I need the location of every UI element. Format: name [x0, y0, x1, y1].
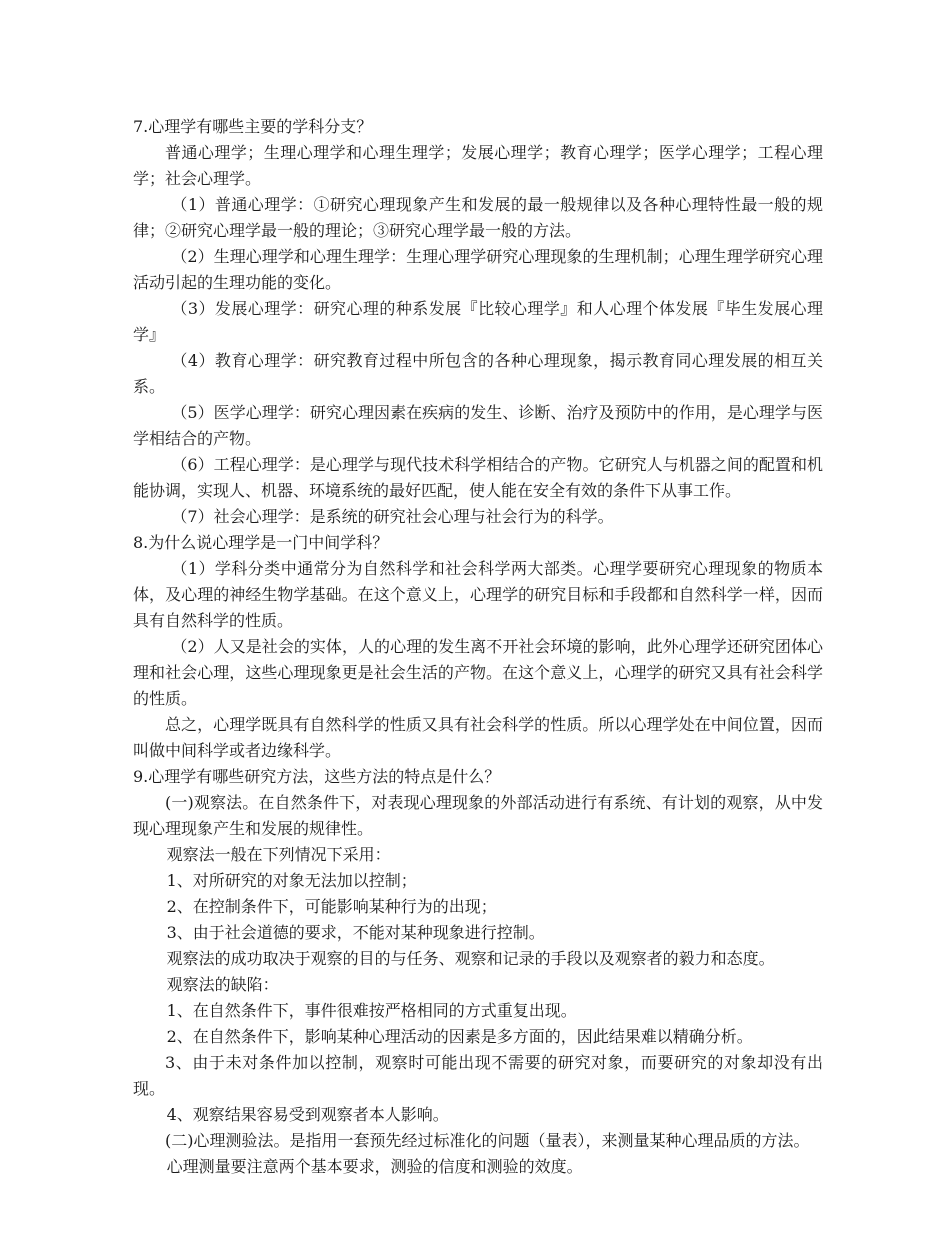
paragraph: （2）生理心理学和心理生理学：生理心理学研究心理现象的生理机制；心理生理学研究心理活动引起的生理功能的变化。: [133, 247, 823, 292]
paragraph: 观察法的成功取决于观察的目的与任务、观察和记录的手段以及观察者的毅力和态度。: [166, 949, 775, 968]
paragraph: 1、在自然条件下，事件很难按严格相同的方式重复出现。: [166, 1001, 577, 1020]
paragraph: （5）医学心理学：研究心理因素在疾病的发生、诊断、治疗及预防中的作用，是心理学与医学相结合的产物。: [133, 403, 823, 448]
paragraph: 2、在自然条件下，影响某种心理活动的因素是多方面的，因此结果难以精确分析。: [166, 1027, 753, 1046]
paragraph: 总之，心理学既具有自然科学的性质又具有社会科学的性质。所以心理学处在中间位置，因而叫做中间科学或者边缘科学。: [133, 715, 823, 760]
question-heading: 9.心理学有哪些研究方法，这些方法的特点是什么？: [133, 767, 501, 786]
paragraph: （1）普通心理学：①研究心理现象产生和发展的最一般规律以及各种心理特性最一般的规律；②研究心理学最一般的理论；③研究心理学最一般的方法。: [133, 195, 823, 240]
paragraph: （1）学科分类中通常分为自然科学和社会科学两大部类。心理学要研究心理现象的物质本体，及心理的神经生物学基础。在这个意义上，心理学的研究目标和手段都和自然科学一样，因而具有自然科学的性质。: [133, 559, 823, 630]
paragraph: （3）发展心理学：研究心理的种系发展『比较心理学』和人心理个体发展『毕生发展心理学』: [133, 299, 823, 344]
question-heading: 8.为什么说心理学是一门中间学科？: [133, 533, 389, 552]
paragraph: （2）人又是社会的实体，人的心理的发生离不开社会环境的影响，此外心理学还研究团体心理和社会心理，这些心理现象更是社会生活的产物。在这个意义上，心理学的研究又具有社会科学的性质。: [133, 637, 823, 708]
paragraph: 观察法一般在下列情况下采用：: [166, 845, 391, 864]
document-page: [133, 114, 823, 1196]
paragraph: （7）社会心理学：是系统的研究社会心理与社会行为的科学。: [171, 507, 614, 526]
paragraph: 观察法的缺陷：: [166, 975, 279, 994]
paragraph: 心理测量要注意两个基本要求，测验的信度和测验的效度。: [166, 1157, 583, 1176]
paragraph: 2、在控制条件下，可能影响某种行为的出现；: [166, 897, 497, 916]
paragraph: 3、由于社会道德的要求，不能对某种现象进行控制。: [166, 923, 545, 942]
paragraph: 4、观察结果容易受到观察者本人影响。: [166, 1105, 449, 1124]
paragraph: (二)心理测验法。是指用一套预先经过标准化的问题（量表），来测量某种心理品质的方法。: [165, 1131, 810, 1150]
paragraph: 3、由于未对条件加以控制，观察时可能出现不需要的研究对象，而要研究的对象却没有出现。: [133, 1053, 823, 1098]
paragraph: 普通心理学；生理心理学和心理生理学；发展心理学；教育心理学；医学心理学；工程心理学；社会心理学。: [133, 143, 823, 188]
paragraph: 1、对所研究的对象无法加以控制；: [166, 871, 417, 890]
paragraph: （6）工程心理学：是心理学与现代技术科学相结合的产物。它研究人与机器之间的配置和机能协调，实现人、机器、环境系统的最好匹配，使人能在安全有效的条件下从事工作。: [133, 455, 823, 500]
question-heading: 7.心理学有哪些主要的学科分支？: [133, 117, 373, 136]
paragraph: (一)观察法。在自然条件下，对表现心理现象的外部活动进行有系统、有计划的观察，从中发现心理现象产生和发展的规律性。: [133, 793, 823, 838]
paragraph: （4）教育心理学：研究教育过程中所包含的各种心理现象，揭示教育同心理发展的相互关系。: [133, 351, 823, 396]
